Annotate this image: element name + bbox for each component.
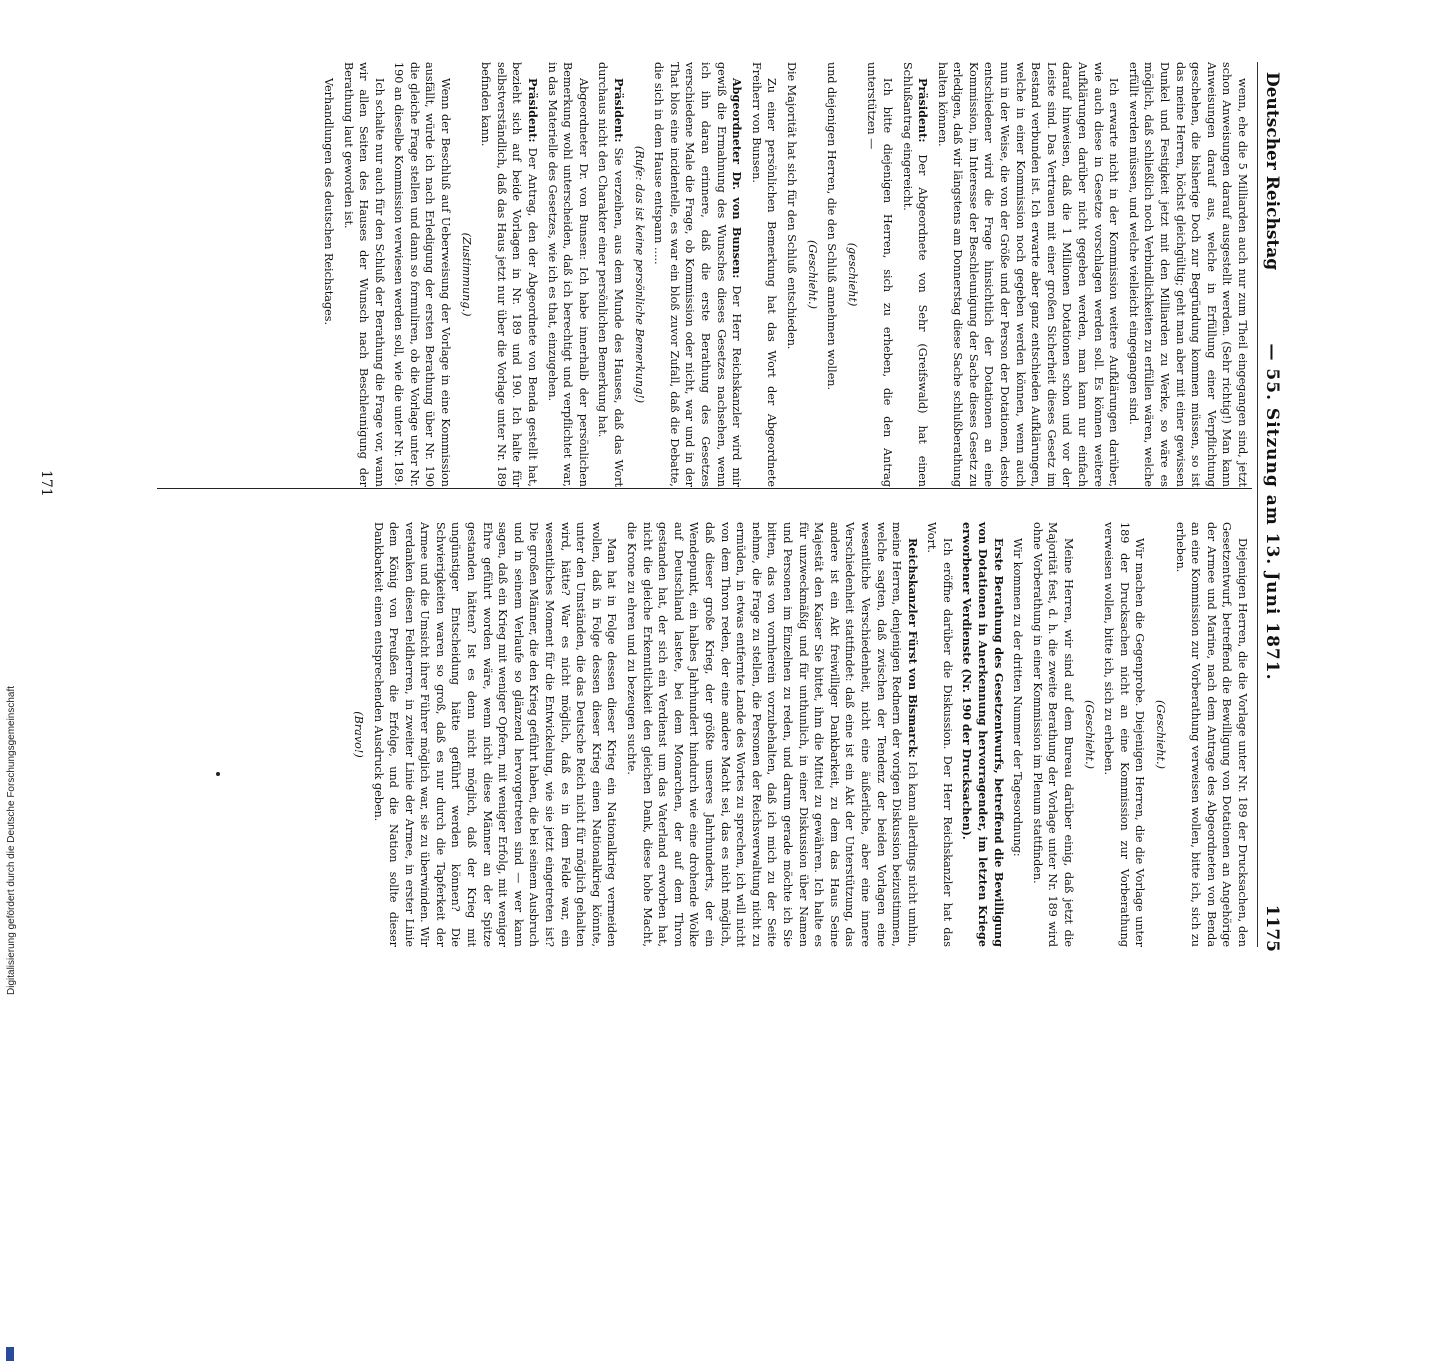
paragraph: Ich bitte diejenigen Herren, sich zu erheben, die den Antrag unterstützen —: [865, 62, 894, 487]
right-column: [345, 522, 1250, 947]
stage-direction: (geschieht): [845, 242, 859, 307]
paragraph: und diejenigen Herren, die den Schluß annehmen wollen.: [825, 62, 839, 391]
stage-direction: (Rufe: das ist keine persönliche Bemerkung!): [632, 145, 646, 404]
paragraph: [595, 62, 626, 487]
paragraph-text: Ich kann allerdings nicht umhin, meine Herren, denjenigen Rednern der vorigen Diskussion beizustimmen, welche sagten, daß zwischen der Tendenz der beiden Vorlagen eine wesentliche Verschiedenheit, nicht eine äußerliche, aber eine innere Verschiedenheit stattfindet: daß eine ist ein Akt der Unterstützung, das andere ist ein Akt freiwilliger Dankbarkeit, zu dem das Haus Seine Majestät den Kaiser Sie bittet, ihm die Mittel zu gewähren. Ich halte es für unzweckmäßig und für unthunlich, in einer Diskussion über Namen und Personen im Einzelnen zu reden, und darum gerade möchte ich Sie bitten, das von vornherein vorzubehalten, daß ich mich zu der Seite nehme, die Frage zu stellen, die Personen der Reichsverwaltung nicht zu ermüden, in etwas entfernte Lande des Wortes zu sprechen, ich will nicht von dem Thron reden, der eine andere Macht sei, das es nicht möglich, daß dieser große Krieg, der größte unseres Jahrhunderts, der ein Wendepunkt, ein halbes Jahrhundert hindurch wie eine drohende Wolke auf Deutschland lastete, bei dem Monarchen, der auf dem Thron gestanden hat, der sich ein Verdienst um das Vaterland erworben hat, nicht die gleiche Erkenntlichkeit den gleichen Dank, diese hohe Macht, die Krone zu ehren und zu bezeugen suchte.: [625, 522, 919, 948]
stage-direction: (Geschieht.): [805, 240, 819, 309]
paragraph: Ich erwarte nicht in der Kommission weitere Aufklärungen darüber, wie auch diese in Gesetze vorschlagen werden soll. Es können weitere Aufklärungen darüber nicht gegeben werden, man kann nur einfach darauf hinweisen, daß die 1 Millionen Dotationen schon und vor der Leiste sind. Das Vertrauen mit einer großen Sicherheit dieses Gesetz im Bestand verbunden ist. Ich erwarte aber ganz entschieden Aufklärungen, welche in einer Kommission noch gegeben werden können, wenn auch nun in der Weise, die von der Größe und der Person der Dotationen, desto entschiedener wird die Frage hinsichtlich der Dotationen an eine Kommission, im Interesse der Beschleunigung der Sache dieses Gesetz zu erledigen, daß wir längstens am Donnerstag diese Sache schlußberathung halten können.: [935, 62, 1121, 487]
paragraph: [899, 62, 930, 487]
paragraph: Die Majorität hat sich für den Schluß entschieden.: [784, 62, 798, 350]
paragraph-text: Der Herr Reichskanzler wird mir gewiß die Ermahnung des Wunsches dieses Gesetzes nachsehen, wenn ich ihn daran erinnere, daß die erste Berathung des Gesetzes verschiedene Male die Frage, ob Kommission oder nicht, war und in der That blos eine incidentelle, es war ein bloß zuvor Zufall, daß die Debatte, die sich in dem Hause entspann .....: [652, 62, 744, 487]
paragraph: Ich schalte nur auch für den Schluß der Berathung die Frage vor, wann wir allen Seiten des Hauses der Wunsch nach Beschleunigung der Berathung laut geworden ist.: [341, 62, 386, 487]
paragraph: Abgeordneter Dr. von Bunsen: Ich habe innerhalb der persönlichen Bemerkung wohl unterscheiden, daß ich berechtigt und verpflichtet war, in das Materielle des Gesetzes, wie ich es that, einzugehen.: [545, 62, 590, 487]
paragraph: [623, 522, 919, 947]
stage-direction: (Zustimmung.): [459, 232, 473, 317]
paragraph: Diejenigen Herren, die die Vorlage unter Nr. 189 der Drucksachen, den Gesetzentwurf, betreffend die Bewilligung von Dotationen an Angehörige der Armee und Marine, nach dem Antrage des Abgeordneten von Benda an eine Kommission zur Vorberathung verweisen wollen, bitte ich, sich zu erheben.: [1173, 522, 1249, 947]
paragraph: Ich eröffne darüber die Diskussion. Der Herr Reichskanzler hat das Wort.: [925, 522, 954, 947]
paragraph-text: Der Antrag, den der Abgeordnete von Benda gestellt hat, bezieht sich auf beide Vorlagen in Nr. 189 und 190. Ich halte für selbstverständlich, daß das Haus jetzt nur über die Vorlage unter Nr. 189 befinden kann.: [479, 62, 540, 487]
digitization-footer: Digitalisierung gefördert durch die Deutsche Forschungsgemeinschaft: [6, 685, 17, 995]
speaker-name: Reichskanzler Fürst von Bismarck:: [905, 538, 920, 758]
left-column: [316, 62, 1250, 487]
paragraph: Zu einer persönlichen Bemerkung hat das Wort der Abgeordnete Freiherr von Bunsen.: [749, 62, 779, 487]
paragraph: [651, 62, 745, 487]
agenda-heading: Erste Berathung des Gesetzentwurfs, betreffend die Bewilligung von Dotationen in Anerkennung hervorragender, im letzten Kriege erworbener Verdienste (Nr. 190 der Drucksachen).: [960, 522, 1006, 947]
speaker-name: Präsident:: [526, 78, 541, 143]
page-number: 171: [38, 470, 54, 497]
stage-direction: (Geschieht.): [1154, 700, 1168, 769]
paragraph: wenn, ehe die 5 Milliarden auch nur zum Theil eingegangen sind, jetzt schon Anweisungen darauf ausgestellt werden. (Sehr richtig!) Man kann Anweisungen darauf aus, welche in Erfüllung einer Verpflichtung geschehen, die bisherige Doch zur Begründung kommen müssen, so ist das meine Herren, höchst gleichgültig; geht man aber mit einer gewissen Dunkel und Festigkeit jetzt mit den Milliarden zu Werke, so wäre es möglich, daß schließlich noch Verbindlichkeiten zu erfüllen wären, welche erfüllt werden müssen, und welche vielleicht eingegangen sind.: [1126, 62, 1249, 487]
page-header: [1256, 72, 1282, 952]
speaker-name: Präsident:: [916, 78, 931, 143]
paragraph-text: Der Abgeordnete von Sehr (Greifswald) hat einen Schlußantrag eingereicht.: [900, 62, 930, 487]
paragraph: Verhandlungen des deutschen Reichstages.: [321, 78, 335, 326]
paragraph: Wir kommen zu der dritten Nummer der Tagesordnung:: [1011, 538, 1025, 857]
stage-direction: (Geschieht.): [1082, 700, 1096, 769]
paragraph: Wenn der Beschluß auf Ueberweisung der Vorlage in eine Kommission ausfällt, würde ich nach Erledigung der ersten Berathung über Nr. 190 die gleiche Frage stellen und dann so formuliren, ob die Vorlage unter Nr. 190 an dieselbe Kommission verwiesen werden soll, wie die unter Nr. 189.: [392, 62, 453, 487]
header-page-number: 1175: [1262, 904, 1282, 952]
speaker-name: Präsident:: [612, 78, 627, 143]
header-title: Deutscher Reichstag: [1262, 72, 1282, 271]
dfg-logo-icon: [6, 1347, 14, 1361]
paragraph: Man hat in Folge dessen dieser Krieg ein Nationalkrieg vermeiden wollen, daß in Folge dessen dieser Krieg einen Nationalkrieg könnte, unter den Umständen, die das Deutsche Reich nicht für möglich gehalten wird, hätte? War es nicht möglich, daß es in dem Felde war, ein wesentliches Moment für die Entwickelung, wie sie jetzt eingetreten ist? Die großen Männer, die den Krieg geführt haben, die bei seinem Ausbruch und in seinem Verlaufe so glänzend hervorgetreten sind — wer kann sagen, daß ein Krieg mit weniger Opfern, mit weniger Erfolg, mit weniger Ehre geführt worden wäre, wenn nicht diese Männer an der Spitze gestanden hätten? Ist es denn nicht möglich, daß der Krieg mit ungünstiger Entscheidung hätte geführt werden können? Die Schwierigkeiten waren so groß, daß es nur durch die Tapferkeit der Armee und die Umsicht ihrer Führer möglich war, sie zu überwinden. Wir verdanken diesen Feldherren, in zweiter Linie der Armee, in erster Linie dem König von Preußen die Erfolge, und die Nation sollte dieser Dankbarkeit einen entsprechenden Ausdruck geben.: [371, 522, 619, 947]
paragraph: [478, 62, 540, 487]
paragraph: Wir machen die Gegenprobe. Diejenigen Herren, die die Vorlage unter 189 der Drucksachen nicht an eine Kommission zur Vorberathung verweisen wollen, bitte ich, sich zu erheben.: [1102, 522, 1147, 947]
speaker-name: Abgeordneter Dr. von Bunsen:: [730, 78, 745, 279]
paragraph-text: Sie verzeihen, aus dem Munde des Hauses, daß das Wort durchaus nicht den Charakter einer persönlichen Bemerkung hat.: [596, 62, 626, 487]
column-divider: [157, 488, 1252, 489]
stage-direction: (Bravo!): [351, 711, 365, 758]
header-session: — 55. Sitzung am 13. Juni 1871.: [1262, 343, 1282, 681]
ink-dot: [216, 772, 220, 776]
paragraph: Meine Herren, wir sind auf dem Bureau darüber einig, daß jetzt die Majorität fest, d. h. die zweite Berathung der Vorlage unter Nr. 189 wird ohne Vorberathung in einer Kommission im Plenum stattfinden.: [1030, 522, 1076, 947]
header-rule: [1257, 62, 1258, 947]
